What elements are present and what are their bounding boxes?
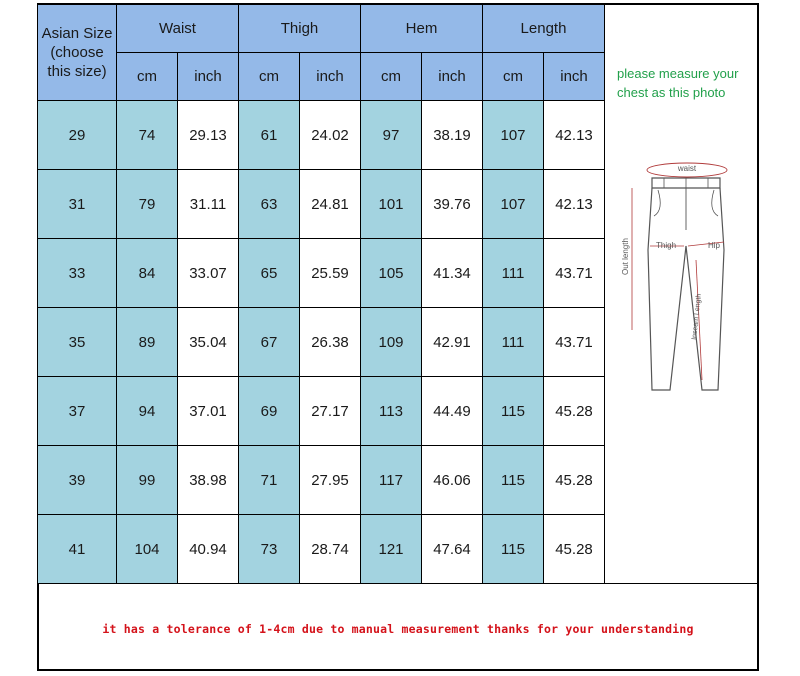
diagram-out-length-label: Out length bbox=[621, 238, 630, 275]
hem-inch-cell: 46.06 bbox=[422, 446, 483, 515]
waist-cm-cell: 74 bbox=[117, 101, 178, 170]
waist-cm-cell: 79 bbox=[117, 170, 178, 239]
table-row bbox=[38, 170, 605, 239]
hem-inch-cell: 42.91 bbox=[422, 308, 483, 377]
waist-inch-cell: 31.11 bbox=[178, 170, 239, 239]
thigh-header: Thigh bbox=[239, 5, 361, 53]
table-row bbox=[38, 515, 605, 584]
measure-note: please measure your chest as this photo bbox=[617, 66, 739, 100]
hem-inch-cell: 41.34 bbox=[422, 239, 483, 308]
size-cell: 37 bbox=[38, 377, 117, 446]
thigh-inch-cell: 25.59 bbox=[300, 239, 361, 308]
hem-inch-cell: 44.49 bbox=[422, 377, 483, 446]
diagram-hip-label: Hip bbox=[708, 241, 721, 250]
hem-cm-cell: 113 bbox=[361, 377, 422, 446]
length-inch-cell: 42.13 bbox=[544, 170, 605, 239]
length-cm-cell: 115 bbox=[483, 377, 544, 446]
waist-inch-cell: 29.13 bbox=[178, 101, 239, 170]
hem-cm-cell: 105 bbox=[361, 239, 422, 308]
tolerance-note: it has a tolerance of 1-4cm due to manual measurement thanks for your understanding bbox=[102, 622, 694, 636]
thigh-cm-cell: 63 bbox=[239, 170, 300, 239]
hem-inch-header: inch bbox=[422, 53, 483, 101]
thigh-cm-cell: 69 bbox=[239, 377, 300, 446]
waist-inch-header: inch bbox=[178, 53, 239, 101]
waist-header: Waist bbox=[117, 5, 239, 53]
table-row bbox=[38, 101, 605, 170]
length-cm-cell: 115 bbox=[483, 515, 544, 584]
pants-diagram bbox=[612, 150, 758, 400]
hem-cm-header: cm bbox=[361, 53, 422, 101]
size-cell: 39 bbox=[38, 446, 117, 515]
table-row bbox=[38, 446, 605, 515]
waist-cm-cell: 89 bbox=[117, 308, 178, 377]
waist-inch-cell: 40.94 bbox=[178, 515, 239, 584]
diagram-waist-label: waist bbox=[677, 164, 697, 173]
size-cell: 33 bbox=[38, 239, 117, 308]
diagram-inseam-label: Inseam Length bbox=[691, 293, 703, 341]
waist-inch-cell: 33.07 bbox=[178, 239, 239, 308]
length-cm-cell: 107 bbox=[483, 170, 544, 239]
length-inch-header: inch bbox=[544, 53, 605, 101]
thigh-cm-cell: 67 bbox=[239, 308, 300, 377]
waist-cm-cell: 94 bbox=[117, 377, 178, 446]
size-cell: 41 bbox=[38, 515, 117, 584]
table-row bbox=[38, 239, 605, 308]
thigh-cm-header: cm bbox=[239, 53, 300, 101]
length-header: Length bbox=[483, 5, 605, 53]
thigh-inch-header: inch bbox=[300, 53, 361, 101]
length-cm-cell: 107 bbox=[483, 101, 544, 170]
hem-cm-cell: 117 bbox=[361, 446, 422, 515]
size-cell: 29 bbox=[38, 101, 117, 170]
waist-cm-cell: 104 bbox=[117, 515, 178, 584]
size-cell: 35 bbox=[38, 308, 117, 377]
length-inch-cell: 42.13 bbox=[544, 101, 605, 170]
waist-cm-cell: 99 bbox=[117, 446, 178, 515]
hem-header: Hem bbox=[361, 5, 483, 53]
diagram-thigh-label: Thigh bbox=[656, 241, 677, 250]
hem-inch-cell: 47.64 bbox=[422, 515, 483, 584]
length-inch-cell: 45.28 bbox=[544, 515, 605, 584]
hem-inch-cell: 39.76 bbox=[422, 170, 483, 239]
waist-cm-cell: 84 bbox=[117, 239, 178, 308]
waist-inch-cell: 38.98 bbox=[178, 446, 239, 515]
length-inch-cell: 43.71 bbox=[544, 239, 605, 308]
hem-cm-cell: 101 bbox=[361, 170, 422, 239]
waist-cm-header: cm bbox=[117, 53, 178, 101]
size-table bbox=[37, 4, 605, 584]
thigh-inch-cell: 24.81 bbox=[300, 170, 361, 239]
size-cell: 31 bbox=[38, 170, 117, 239]
length-inch-cell: 43.71 bbox=[544, 308, 605, 377]
length-inch-cell: 45.28 bbox=[544, 446, 605, 515]
thigh-inch-cell: 24.02 bbox=[300, 101, 361, 170]
footer-area bbox=[37, 583, 759, 672]
hem-cm-cell: 121 bbox=[361, 515, 422, 584]
table-row bbox=[38, 308, 605, 377]
thigh-cm-cell: 73 bbox=[239, 515, 300, 584]
length-cm-cell: 115 bbox=[483, 446, 544, 515]
table-row bbox=[38, 377, 605, 446]
hem-cm-cell: 97 bbox=[361, 101, 422, 170]
hem-inch-cell: 38.19 bbox=[422, 101, 483, 170]
length-cm-header: cm bbox=[483, 53, 544, 101]
length-inch-cell: 45.28 bbox=[544, 377, 605, 446]
thigh-cm-cell: 61 bbox=[239, 101, 300, 170]
thigh-inch-cell: 28.74 bbox=[300, 515, 361, 584]
thigh-cm-cell: 65 bbox=[239, 239, 300, 308]
thigh-inch-cell: 27.95 bbox=[300, 446, 361, 515]
waist-inch-cell: 35.04 bbox=[178, 308, 239, 377]
length-cm-cell: 111 bbox=[483, 239, 544, 308]
thigh-cm-cell: 71 bbox=[239, 446, 300, 515]
length-cm-cell: 111 bbox=[483, 308, 544, 377]
waist-inch-cell: 37.01 bbox=[178, 377, 239, 446]
size-header: Asian Size (choose this size) bbox=[38, 5, 117, 101]
hem-cm-cell: 109 bbox=[361, 308, 422, 377]
thigh-inch-cell: 26.38 bbox=[300, 308, 361, 377]
thigh-inch-cell: 27.17 bbox=[300, 377, 361, 446]
